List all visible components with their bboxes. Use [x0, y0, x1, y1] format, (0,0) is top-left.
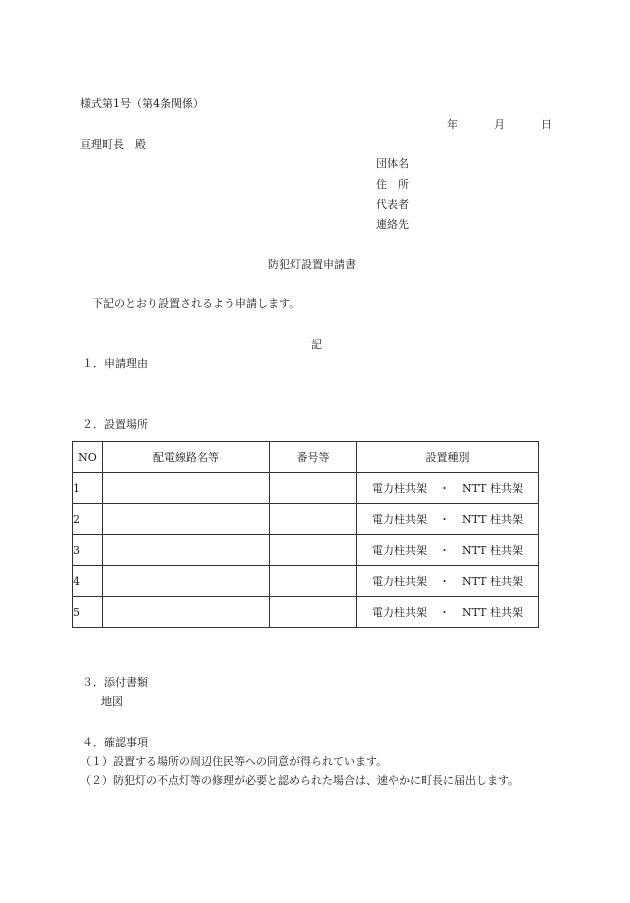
- separator-dot: ・: [439, 544, 450, 557]
- form-number: 様式第1号（第4条関係）: [80, 97, 204, 110]
- separator-dot: ・: [439, 482, 450, 495]
- separator-dot: ・: [439, 606, 450, 619]
- applicant-representative-label: 代表者: [376, 198, 409, 211]
- location-table: [72, 441, 539, 628]
- row-no: 1: [73, 473, 103, 504]
- applicant-contact-label: 連絡先: [376, 218, 409, 231]
- route-cell[interactable]: [103, 535, 270, 566]
- type-cell[interactable]: [357, 473, 539, 504]
- type-cell[interactable]: [357, 566, 539, 597]
- confirm-item-1: （１）設置する場所の周辺住民等への同意が得られています。: [80, 755, 388, 768]
- applicant-group-name-label: 団体名: [376, 157, 409, 170]
- header-number: 番号等: [270, 442, 357, 473]
- date-day: 日: [541, 118, 552, 131]
- option-ntt-pole: NTT 柱共架: [462, 575, 523, 588]
- type-cell[interactable]: [357, 504, 539, 535]
- header-route: 配電線路名等: [103, 442, 270, 473]
- option-ntt-pole: NTT 柱共架: [462, 606, 523, 619]
- header-no: NO: [73, 442, 103, 473]
- number-cell[interactable]: [270, 504, 357, 535]
- option-ntt-pole: NTT 柱共架: [462, 544, 523, 557]
- option-ntt-pole: NTT 柱共架: [462, 513, 523, 526]
- row-no: 5: [73, 597, 103, 628]
- separator-dot: ・: [439, 575, 450, 588]
- number-cell[interactable]: [270, 535, 357, 566]
- confirm-item-2: （２）防犯灯の不点灯等の修理が必要と認められた場合は、速やかに町長に届出します。: [80, 774, 520, 787]
- section-reason-heading: １．申請理由: [82, 357, 148, 370]
- table-row: [73, 504, 539, 535]
- option-power-pole: 電力柱共架: [372, 544, 427, 557]
- option-power-pole: 電力柱共架: [372, 606, 427, 619]
- route-cell[interactable]: [103, 504, 270, 535]
- date-year: 年: [447, 118, 458, 131]
- applicant-address-label: 住 所: [376, 178, 409, 191]
- table-row: [73, 597, 539, 628]
- number-cell[interactable]: [270, 597, 357, 628]
- number-cell[interactable]: [270, 473, 357, 504]
- separator-dot: ・: [439, 513, 450, 526]
- option-ntt-pole: NTT 柱共架: [462, 482, 523, 495]
- attachment-item: 地図: [101, 695, 123, 708]
- type-cell[interactable]: [357, 597, 539, 628]
- route-cell[interactable]: [103, 597, 270, 628]
- option-power-pole: 電力柱共架: [372, 575, 427, 588]
- row-no: 2: [73, 504, 103, 535]
- number-cell[interactable]: [270, 566, 357, 597]
- section-location-heading: ２．設置場所: [82, 418, 148, 431]
- row-no: 3: [73, 535, 103, 566]
- route-cell[interactable]: [103, 566, 270, 597]
- type-cell[interactable]: [357, 535, 539, 566]
- section-attachment-heading: ３．添付書類: [82, 676, 148, 689]
- table-header-row: [73, 442, 539, 473]
- row-no: 4: [73, 566, 103, 597]
- option-power-pole: 電力柱共架: [372, 482, 427, 495]
- intro-text: 下記のとおり設置されるよう申請します。: [92, 297, 301, 310]
- table-row: [73, 566, 539, 597]
- date-month: 月: [494, 118, 505, 131]
- header-type: 設置種別: [357, 442, 539, 473]
- route-cell[interactable]: [103, 473, 270, 504]
- option-power-pole: 電力柱共架: [372, 513, 427, 526]
- addressee: 亘理町長 殿: [80, 138, 146, 151]
- table-row: [73, 535, 539, 566]
- document-title: 防犯灯設置申請書: [268, 258, 356, 271]
- ki-marker: 記: [311, 338, 322, 351]
- table-row: [73, 473, 539, 504]
- section-confirm-heading: ４．確認事項: [82, 736, 148, 749]
